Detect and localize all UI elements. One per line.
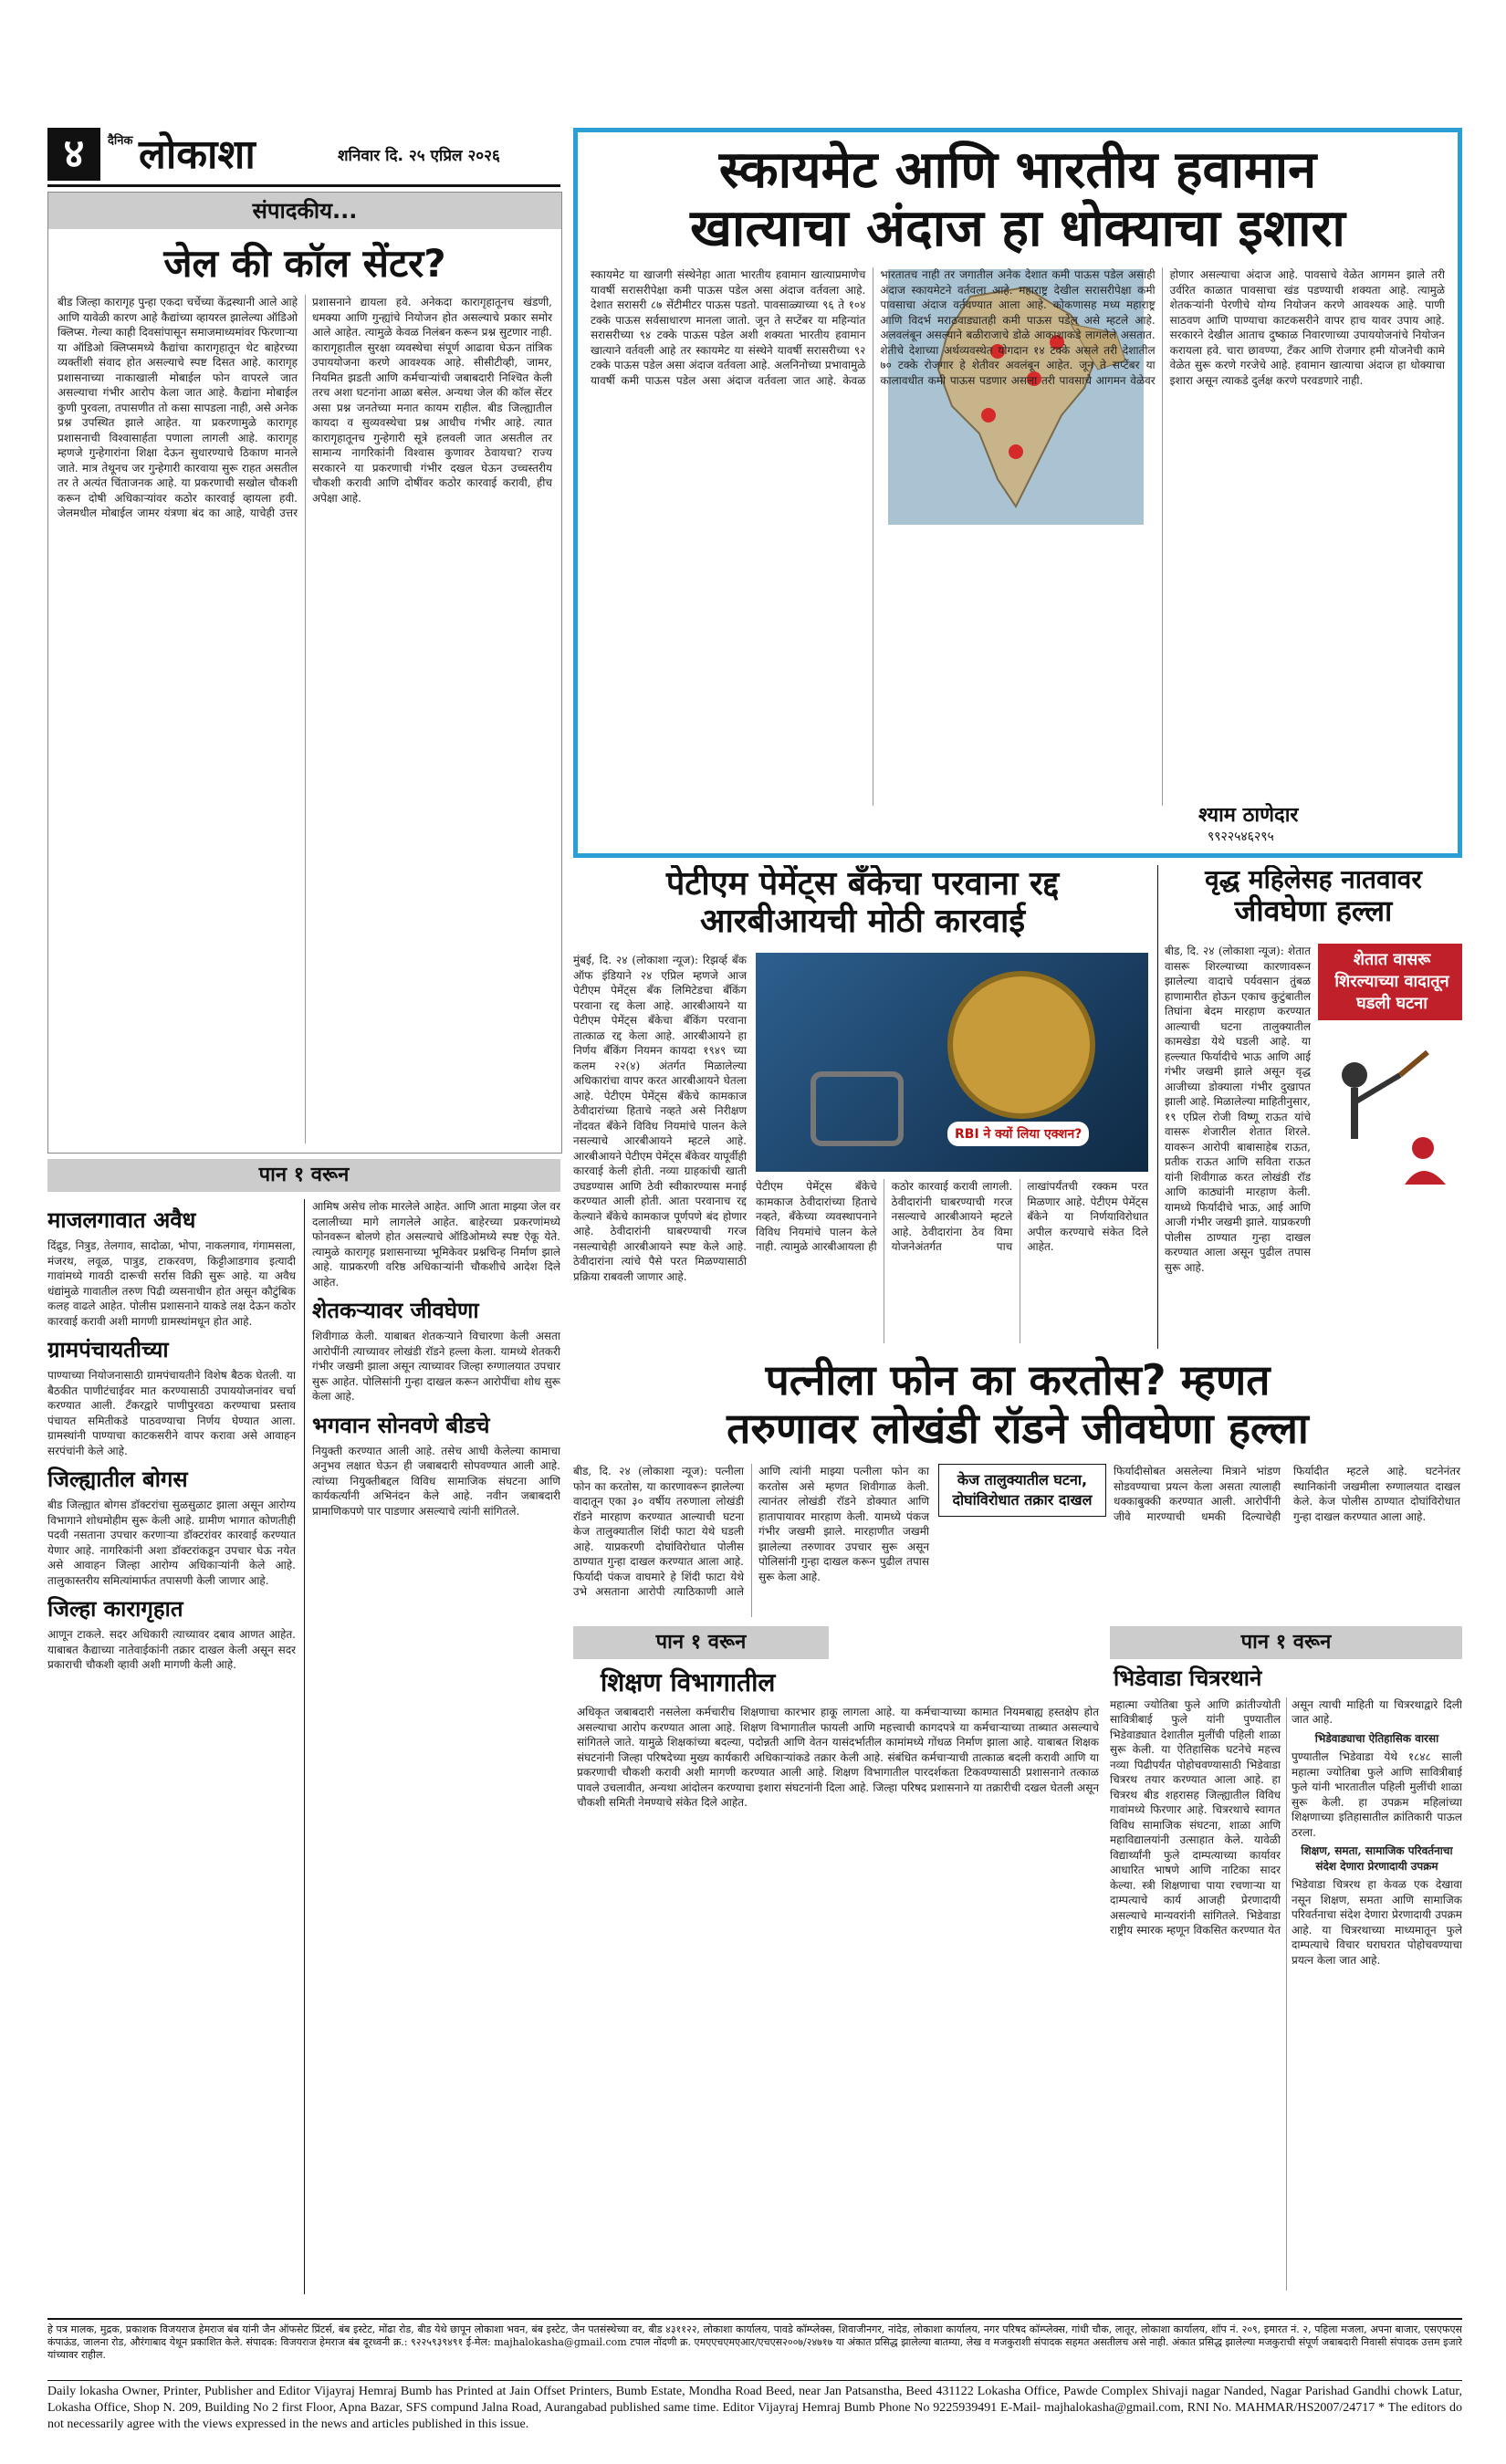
masthead-small-label: दैनिक	[108, 134, 133, 148]
wife-callout: केज तालुक्यातील घटना, दोघांविरोधात तक्रार दाखल	[938, 1464, 1106, 1517]
paytm-headline-line1: पेटीएम पेमेंट्स बँकेचा परवाना रद्द	[665, 865, 1060, 903]
bhidewada-title: भिडेवाडा चित्ररथाने	[1114, 1665, 1262, 1691]
wife-phone-story	[573, 1356, 1462, 1621]
bhidewada-body-3: भिडेवाडा चित्ररथ हा केवळ एक देखावा नसून शिक्षण, समता आणि सामाजिक परिवर्तनाचा संदेश देणारा प्रेरणादायी उपक्रम आहे. या चित्ररथाच्या माध्यमातून फुले दाम्पत्याचे विचार घराघरात पोहोचवण्याचा प्रयत्न केला जात आहे.	[1292, 1878, 1462, 1967]
item-body-1: दिंद्रुड, नित्रुड, तेलगाव, सादोळा, भोपा, नाकलगाव, गंगामसला, मंजरथ, लवूळ, पात्रुड, टाकरवण, किट्टीआडगाव इत्यादी गावांमध्ये गावठी दारूची सर्रास विक्री सुरू आहे. या अवैध धंद्यांमुळे गावातील तरुण पिढी व्यसनाधीन होत असून कौटुंबिक कलह वाढले आहेत. पोलीस प्रशासनाने याकडे लक्ष देऊन कठोर कारवाई करावी अशी मागणी ग्रामस्थांमधून होत आहे.	[47, 1239, 296, 1328]
item-body-4: आणून टाकले. सदर अधिकारी त्याच्यावर दबाव आणत आहेत. याबाबत कैद्याच्या नातेवाईकांनी तक्रार दाखल केली असून सदर प्रकाराची चौकशी व्हावी अशी मागणी केली आहे.	[47, 1628, 296, 1671]
editorial-body: बीड जिल्हा कारागृह पुन्हा एकदा चर्चेच्या केंद्रस्थानी आले आहे आणि यावेळी कारण आहे कैद्यांच्या व्हायरल झालेल्या ऑडिओ क्लिप्स. गेल्या काही दिवसांपासून समाजमाध्यमांवर फिरणाऱ्या या ऑडिओ क्लिप्समध्ये कैद्यांचा कारागृहातून थेट बाहेरच्या व्यक्तींशी संवाद होत असल्याचे स्पष्ट दिसत आहे. कारागृह प्रशासनाच्या नाकाखाली मोबाईल फोन वापरले जात असल्याचा गंभीर आरोप केला जात आहे. कैद्यांना मोबाईल कुणी पुरवला, तपासणीत तो कसा सापडला नाही, असे अनेक प्रश्न उपस्थित झाले आहेत. या प्रकरणामुळे कारागृह प्रशासनाची विश्वासार्हता पणाला लागली आहे. कारागृह म्हणजे गुन्हेगारांना शिक्षा देऊन सुधारण्याचे ठिकाण मानले जाते. मात्र तेथूनच जर गुन्हेगारी कारवाया सुरू राहत असतील तर ते अत्यंत चिंताजनक आहे. या प्रकरणाची सखोल चौकशी करून दोषी अधिकाऱ्यांवर कठोर कारवाई व्हायला हवी. जेलमधील मोबाईल जामर यंत्रणा बंद का आहे, याचेही उत्तर प्रशासनाने द्यायला हवे. अनेकदा कारागृहातूनच खंडणी, धमक्या आणि गुन्ह्यांचे नियोजन होत असल्याचे प्रकार समोर आले आहेत. त्यामुळे केवळ निलंबन करून प्रश्न सुटणार नाही. कारागृहातील सुरक्षा व्यवस्थेचा संपूर्ण आढावा घेऊन तांत्रिक उपाययोजना करणे आवश्यक आहे. सीसीटीव्ही, जामर, नियमित झडती आणि कर्मचाऱ्यांची जबाबदारी निश्चित केली तरच अशा घटनांना आळा बसेल. अन्यथा जेल की कॉल सेंटर असा प्रश्न जनतेच्या मनात कायम राहील. बीड जिल्ह्यातील कायदा व सुव्यवस्थेचा प्रश्न आधीच गंभीर आहे. त्यात कारागृहातूनच गुन्हेगारी सूत्रे हलवली जात असतील तर सामान्य नागरिकांनी विश्वास कुणावर ठेवायचा? राज्य सरकारने या प्रकरणाची गंभीर दखल घेऊन उच्चस्तरीय चौकशी करावी आणि दोषींवर कठोर कारवाई करावी, हीच अपेक्षा आहे.	[58, 296, 552, 520]
rbi-seal-icon	[947, 971, 1095, 1119]
page-number: ४	[47, 128, 100, 181]
education-continued	[573, 1626, 1103, 2311]
footer-rule-mid	[47, 2380, 1462, 2381]
col2-body-3: नियुक्ती करण्यात आली आहे. तसेच आधी केलेल्या कामाचा अनुभव लक्षात घेऊन ही जबाबदारी सोपवण्यात आली आहे. त्यांच्या नियुक्तीबद्दल विविध सामाजिक संघटना आणि कार्यकर्त्यांनी अभिनंदन केले आहे. नवीन जबाबदारी प्रामाणिकपणे पार पाडणार असल्याचे त्यांनी सांगितले.	[312, 1444, 560, 1518]
wife-headline-line1: पत्नीला फोन का करतोस? म्हणत	[765, 1356, 1271, 1404]
elderly-headline-line1: वृद्ध महिलेसह नातवावर	[1205, 865, 1422, 894]
education-title: शिक्षण विभागातील	[601, 1667, 776, 1697]
paytm-story	[573, 865, 1152, 1349]
bhidewada-subtitle-1: भिडेवाड्याचा ऐतिहासिक वारसा	[1314, 1731, 1439, 1745]
continued-col2	[312, 1199, 560, 2303]
paytm-photo	[756, 953, 1148, 1172]
paytm-body-continued	[756, 1179, 1148, 1343]
footer-marathi: हे पत्र मालक, मुद्रक, प्रकाशक विजयराज हेमराज बंब यांनी जैन ऑफसेट प्रिंटर्स, बंब इस्टेट, मोंढा रोड, बीड येथे छापून लोकाशा भवन, बंब इस्टेट, जैन पतसंस्थेच्या वर, बीड ४३११२२, लोकाशा कार्यालय, पावडे कॉम्प्लेक्स, शिवाजीनगर, नांदेड, लोकाशा कार्यालय, नगर परिषद कॉम्प्लेक्स, गांधी चौक, लातूर, लोकाशा कार्यालय, शॉप नं. २०९, इमारत नं. २, पहिला मजला, अपना बाजार, एसएफएस कंपाऊंड, जालना रोड, औरंगाबाद येथून प्रकाशित केले. संपादक: विजयराज हेमराज बंब दूरध्वनी क्र.: ९२२५९३९४९१ ई-मेल: majhalokasha@gmail.com टपाल नोंदणी क्र. एमएएचएमएआर/एचएस२००७/२४७१७ या अंकात प्रसिद्ध झालेल्या बातम्या, लेख व मजकुराशी संपादक सहमत असतीलच असे नाही. अंकात प्रसिद्ध झालेल्या मजकुराची संपूर्ण जबाबदारी निवासी संपादक उत्तम इजारे यांच्यावर राहील.	[47, 2323, 1462, 2361]
item-body-2: पाण्याच्या नियोजनासाठी ग्रामपंचायतीने विशेष बैठक घेतली. या बैठकीत पाणीटंचाईवर मात करण्यासाठी उपाययोजनांवर चर्चा करण्यात आली. टँकरद्वारे पाणीपुरवठा करण्याचा प्रस्ताव पंचायत समितीकडे पाठवण्याचा निर्णय घेण्यात आला. ग्रामस्थांनी पाण्याचा काटकसरीने वापर करावा असे आवाहन सरपंचांनी केले आहे.	[47, 1369, 296, 1457]
bhidewada-continued	[1110, 1626, 1462, 2311]
paytm-body-part2: पेटीएम पेमेंट्स बँकेचे कामकाज ठेवीदारांच्या हिताचे नव्हते, बँकेच्या व्यवस्थापनाने विविध नियमांचे पालन केले नाही. त्यामुळे आरबीआयला ही कठोर कारवाई करावी लागली. ठेवीदारांनी घाबरण्याची गरज नसल्याचे आरबीआयने म्हटले आहे. ठेवीदारांना ठेव विमा योजनेअंतर्गत पाच लाखांपर्यंतची रक्कम परत मिळणार आहे. पेटीएम पेमेंट्स बँकेने या निर्णयाविरोधात अपील करण्याचे संकेत दिले आहेत.	[756, 1180, 1148, 1253]
wife-body-part2: फिर्यादीसोबत असलेल्या मित्राने भांडण सोडवण्याचा प्रयत्न केला असता त्यालाही धक्काबुक्की करण्यात आली. आरोपींनी जीवे मारण्याची धमकी दिल्याचेही फिर्यादीत म्हटले आहे. घटनेनंतर स्थानिकांनी जखमीला रुग्णालयात दाखल केले. केज पोलीस ठाण्यात दोघांविरोधात गुन्हा दाखल करण्यात आला आहे.	[1114, 1465, 1460, 1523]
editorial-label: संपादकीय...	[48, 193, 561, 229]
lead-headline-line1: स्कायमेट आणि भारतीय हवामान	[718, 141, 1317, 200]
editorial-section	[47, 192, 562, 1154]
masthead	[47, 128, 560, 187]
elderly-caption: शेतात वासरू शिरल्याच्या वादातून घडली घटना	[1318, 944, 1462, 1020]
bhidewada-body-2: पुण्यातील भिडेवाडा येथे १८४८ साली महात्मा ज्योतिबा फुले आणि सावित्रीबाई फुले यांनी भारतातील पहिली मुलींची शाळा सुरू केली. हा उपक्रम महिलांच्या शिक्षणाच्या इतिहासातील क्रांतिकारी पाऊल ठरला.	[1292, 1750, 1462, 1839]
assault-illustration	[1318, 1048, 1462, 1194]
item-title-3: जिल्ह्यातील बोगस	[47, 1467, 188, 1492]
footer-rule-top	[47, 2318, 1462, 2320]
vertical-rule-2	[304, 1199, 305, 2294]
bhidewada-subtitle-2: शिक्षण, समता, सामाजिक परिवर्तनाचा संदेश देणारा प्रेरणादायी उपक्रम	[1301, 1844, 1453, 1873]
lead-author: श्याम ठाणेदार	[1198, 804, 1299, 827]
col2-body-2: शिवीगाळ केली. याबाबत शेतकऱ्याने विचारणा केली असता आरोपींनी त्याच्यावर लोखंडी रॉडने हल्ला केला. यामध्ये शेतकरी गंभीर जखमी झाला असून त्याच्यावर जिल्हा रुग्णालयात उपचार सुरू आहेत. पोलिसांनी गुन्हा दाखल करून आरोपींचा शोध सुरू केला आहे.	[312, 1330, 560, 1403]
footer-english: Daily lokasha Owner, Printer, Publisher and Editor Vijayraj Hemraj Bumb has Printed at Jain Offset Printers, Bumb Estate, Mondha Road Beed, near Jan Patsanstha, Beed 431122 Lokasha Office, Pawde Complex Shivaji nagar Nanded, Nagar Parishad Gandhi chowk Latur, Lokasha Office, Shop N. 209, Building No 2 first Floor, Apna Bazar, SFS compund Jalna Road, Aurangabad published same time. Editor Vijayraj Hemraj Bumb Phone No 9225939491 E-Mail- majhalokasha@gmail.com, RNI No. MAHMAR/HS2007/24717 * The editors do not necessarily agree with the views expressed in the news and articles published in this issue.	[47, 2385, 1462, 2431]
education-section-header: पान १ वरून	[573, 1626, 829, 1659]
lead-body: स्कायमेट या खाजगी संस्थेनेहा आता भारतीय हवामान खात्याप्रमाणेच यावर्षी सरासरीपेक्षा कमी पाऊस पडेल असा अंदाज वर्तवला आहे. देशात सरासरी ८७ सेंटीमीटर पाऊस पडतो. पावसाळ्याच्या ९६ ते १०४ टक्के पाऊस सर्वसाधारण मानला जातो. जून ते सप्टेंबर या महिन्यांत सरासरीच्या ९४ टक्के पाऊस पडेल अशी शक्यता भारतीय हवामान खात्याने वर्तवली आहे तर स्कायमेट या संस्थेने यावर्षी सरासरीच्या ९२ टक्के पाऊस पडेल असा अंदाज वर्तवला आहे. अलनिनोच्या प्रभावामुळे यावर्षी कमी पाऊस पडेल असा अंदाज वर्तवला जात आहे. केवळ भारतातच नाही तर जगातील अनेक देशात कमी पाऊस पडेल असाही अंदाज स्कायमेटने वर्तवला आहे. महाराष्ट्र देखील सरासरीपेक्षा कमी पावसाचा अंदाज वर्तवण्यात आला आहे. कोकणासह मध्य महाराष्ट्र आणि विदर्भ मराठवाड्यातही कमी पाऊस पडेल असे म्हटले आहे. अलवलंबून असल्याने बळीराजाचे डोळे आकाशाकडे लागलेले असतात. शेतीचे देशाच्या अर्थव्यवस्थेत योगदान १४ टक्के असले तरी देशातील ७० टक्के रोजगार हे शेतीवर अवलंबून आहेत. जून ते सप्टेंबर या कालावधीत कमी पाऊस पडणार असला तरी पावसाचे आगमन वेळेवर होणार असल्याचा अंदाज आहे. पावसाचे वेळेत आगमन झाले तरी उर्वरित काळात पावसाचा खंड पडण्याची शक्यता आहे. त्यामुळे शेतकऱ्यांनी पेरणीचे योग्य नियोजन करणे आवश्यक आहे. पाणी साठवण आणि पाण्याचा काटकसरीने वापर हाच यावर उपाय आहे. सरकारने देखील आताच दुष्काळ निवारणाच्या उपाययोजनांचे नियोजन करायला हवे. चारा छावण्या, टँकर आणि रोजगार हमी योजनेची कामे वेळेत सुरू करणे गरजेचे आहे. हवामान खात्याचा अंदाज हा धोक्याचा इशारा असून त्याकडे दुर्लक्ष करणे परवडणारे नाही.	[591, 268, 1445, 387]
date-line: शनिवार दि. २५ एप्रिल २०२६	[338, 147, 500, 165]
item-body-3: बीड जिल्ह्यात बोगस डॉक्टरांचा सुळसुळाट झाला असून आरोग्य विभागाने शोधमोहीम सुरू केली आहे. ग्रामीण भागात कोणतीही पदवी नसताना उपचार करणाऱ्या डॉक्टरांवर कारवाई करण्यात येणार आहे. नागरिकांनी अशा डॉक्टरांकडून उपचार घेऊ नयेत असे आवाहन जिल्हा आरोग्य अधिकाऱ्यांनी केले आहे. तालुकास्तरीय समित्यांमार्फत तपासणी केली जाणार आहे.	[47, 1498, 296, 1587]
education-body: अधिकृत जबाबदारी नसलेला कर्मचारीच शिक्षणाचा कारभार हाकू लागला आहे. या कर्मचाऱ्याच्या कामात नियमबाह्य हस्तक्षेप होत असल्याचा आरोप करण्यात आला आहे. शिक्षण विभागातील फायली आणि महत्त्वाची कागदपत्रे या कर्मचाऱ्याच्या ताब्यात असल्याचे सांगितले जाते. यामुळे शिक्षकांच्या बदल्या, पदोन्नती आणि वेतन यासंदर्भातील कामांमध्ये गोंधळ निर्माण झाला आहे. याबाबत शिक्षक संघटनांनी जिल्हा परिषदेच्या मुख्य कार्यकारी अधिकाऱ्यांकडे तक्रार केली आहे. संबंधित कर्मचाऱ्याची तात्काळ बदली करावी आणि या प्रकरणाची चौकशी करावी अशी मागणी करण्यात आली आहे. शिक्षण विभागातील पारदर्शकता टिकवण्यासाठी प्रशासनाने तत्काळ पावले उचलावीत, अन्यथा आंदोलन करण्याचा इशारा संघटनांनी दिला आहे. जिल्हा परिषद प्रशासनाने या तक्रारीची दखल घेतली असून चौकशी समिती नेमण्याचे संकेत दिले आहेत.	[577, 1706, 1099, 1810]
elderly-headline-line2: जीवघेणा हल्ला	[1234, 893, 1393, 929]
lead-headline-line2: खात्याचा अंदाज हा धोक्याचा इशारा	[690, 199, 1345, 259]
lead-story	[573, 128, 1462, 858]
chain-lock-icon	[811, 1071, 904, 1146]
paytm-photo-caption: RBI ने क्यों लिया एक्शन?	[947, 1122, 1089, 1146]
wife-body: बीड, दि. २४ (लोकाशा न्यूज): पत्नीला फोन का करतोस, या कारणावरून झालेल्या वादातून एका ३० वर्षीय तरुणाला लोखंडी रॉडने मारहाण करण्यात आल्याची घटना केज तालुक्यातील शिंदी फाटा येथे घडली आहे. याप्रकरणी दोघांविरोधात पोलीस ठाण्यात गुन्हा दाखल करण्यात आला आहे. फिर्यादी पंकज वाघमारे हे शिंदी फाटा येथे उभे असताना आरोपी त्याठिकाणी आले आणि त्यांनी माझ्या पत्नीला फोन का करतोस असे म्हणत शिवीगाळ केली. त्यानंतर लोखंडी रॉडने डोक्यात आणि हातापायावर मारहाण केली. यामध्ये पंकज गंभीर जखमी झाले. मारहाणीत जखमी झालेल्या तरुणावर उपचार सुरू असून पोलिसांनी गुन्हा दाखल करून पुढील तपास सुरू केला आहे.	[573, 1465, 929, 1598]
wife-headline-line2: तरुणावर लोखंडी रॉडने जीवघेणा हल्ला	[727, 1403, 1309, 1453]
editorial-headline: जेल की कॉल सेंटर?	[163, 241, 446, 286]
item-title-1: माजलगावात अवैध	[47, 1207, 196, 1233]
paytm-body: मुंबई, दि. २४ (लोकाशा न्यूज): रिझर्व्ह बँक ऑफ इंडियाने २४ एप्रिल म्हणजे आज पेटीएम पेमेंट्स बँक लिमिटेडचा बँकिंग परवाना रद्द केला आहे. आरबीआयने या पेटीएम पेमेंट्स बँकेचा बँकिंग परवाना तात्काळ रद्द केला आहे. आरबीआयने हा निर्णय बँकिंग नियमन कायदा १९४९ च्या कलम २२(४) अंतर्गत मिळालेल्या अधिकारांचा वापर करत आरबीआयने घेतला आहे. पेटीएम पेमेंट्स बँकेचे कामकाज ठेवीदारांच्या हिताचे नव्हते असे निरीक्षण नोंदवत बँकेने विविध नियमांचे पालन केले नसल्याचे आरबीआयने म्हटले आहे. आरबीआयने पेटीएम पेमेंट्स बँकेवर यापूर्वीही कारवाई केली होती. नव्या ग्राहकांची खाती उघडण्यास आणि ठेवी स्वीकारण्यास मनाई करण्यात आली होती. आता परवानाच रद्द केल्याने बँकेचे कामकाज पूर्णपणे बंद होणार आहे. ठेवीदारांनी घाबरण्याची गरज नसल्याचेही आरबीआयने स्पष्ट केले आहे. ठेवीदारांना त्यांचे पैसे परत मिळण्यासाठी प्रक्रिया राबवली जाणार आहे.	[573, 954, 748, 1283]
page1-continued-header: पान १ वरून	[47, 1159, 560, 1192]
elderly-story	[1165, 865, 1462, 1349]
item-title-4: जिल्हा कारागृहात	[47, 1596, 183, 1622]
assault-icon	[1318, 1048, 1462, 1194]
newspaper-name: लोकाशा	[139, 131, 256, 178]
bhidewada-body	[1110, 1697, 1462, 2291]
continued-col1	[47, 1199, 296, 2303]
col2-title-3: भगवान सोनवणे बीडचे	[312, 1412, 490, 1438]
paytm-headline-line2: आरबीआयची मोठी कारवाई	[699, 903, 1026, 941]
bhidewada-body-1: महात्मा ज्योतिबा फुले आणि क्रांतीज्योती सावित्रीबाई फुले यांनी पुण्यातील भिडेवाड्यात देशातील मुलींची पहिली शाळा सुरू केली. या ऐतिहासिक घटनेचे महत्त्व नव्या पिढीपर्यंत पोहोचवण्यासाठी भिडेवाडा चित्ररथ तयार करण्यात आला आहे. हा चित्ररथ बीड शहरासह जिल्ह्यातील विविध गावांमध्ये फिरणार आहे. चित्ररथाचे स्वागत विविध सामाजिक संघटना, शाळा आणि महाविद्यालयांनी उत्साहात केले. यावेळी विद्यार्थ्यांनी फुले दाम्पत्याच्या कार्यावर आधारित भाषणे आणि नाटिका सादर केल्या. स्त्री शिक्षणाचा पाया रचणाऱ्या या दाम्पत्याचे कार्य आजही प्रेरणादायी असल्याचे मान्यवरांनी सांगितले. भिडेवाडा राष्ट्रीय स्मारक म्हणून विकसित करण्यात येत असून त्याची माहिती या चित्ररथाद्वारे दिली जात आहे.	[1110, 1697, 1462, 1937]
page1-continued-left	[47, 1159, 560, 2309]
wife-body-continued	[1114, 1464, 1460, 1610]
bhidewada-section-header: पान १ वरून	[1110, 1626, 1462, 1659]
vertical-rule-1	[1157, 865, 1158, 1349]
item-title-2: ग्रामपंचायतीच्या	[47, 1337, 169, 1363]
col2-title-2: शेतकऱ्यावर जीवघेणा	[312, 1298, 479, 1323]
elderly-body: बीड, दि. २४ (लोकाशा न्यूज): शेतात वासरू शिरल्याच्या कारणावरून झालेल्या वादाचे पर्यवसान तुंबळ हाणामारीत होऊन एकाच कुटुंबातील तिघांना बेदम मारहाण करण्यात आल्याची घटना तालुक्यातील कामखेडा येथे घडली आहे. या हल्ल्यात फिर्यादीचे भाऊ आणि आई गंभीर जखमी झाले असून वृद्ध आजीच्या डोक्याला गंभीर दुखापत झाली आहे. मिळालेल्या माहितीनुसार, १९ एप्रिल रोजी विष्णू राऊत यांचे वासरू शेजारील शेतात शिरले. यावरून आरोपी बाबासाहेब राऊत, प्रतीक राऊत आणि सविता राऊत यांनी शिवीगाळ करत लोखंडी रॉड आणि काठ्यांनी मारहाण केली. यामध्ये फिर्यादीचे भाऊ, आई आणि आजी गंभीर जखमी झाले. याप्रकरणी पोलीस ठाण्यात गुन्हा दाखल करण्यात आला असून पुढील तपास सुरू आहे.	[1165, 945, 1311, 1274]
lead-phone: ९९२२५४६२९५	[1208, 830, 1274, 844]
col2-body-1: आमिष असेच लोक मारलेले आहेत. आणि आता माझ्या जेल वर दलालीच्या मागे लागलेले आहेत. बाहेरच्या प्रकरणांमध्ये फोनवरून बोलणे होत असल्याचे ऑडिओमध्ये स्पष्ट ऐकू येते. त्यामुळे कारागृह प्रशासनाच्या भूमिकेवर प्रश्नचिन्ह निर्माण झाले आहे. याप्रकरणी वरिष्ठ अधिकाऱ्यांनी चौकशीचे आदेश दिले आहेत.	[312, 1200, 560, 1289]
